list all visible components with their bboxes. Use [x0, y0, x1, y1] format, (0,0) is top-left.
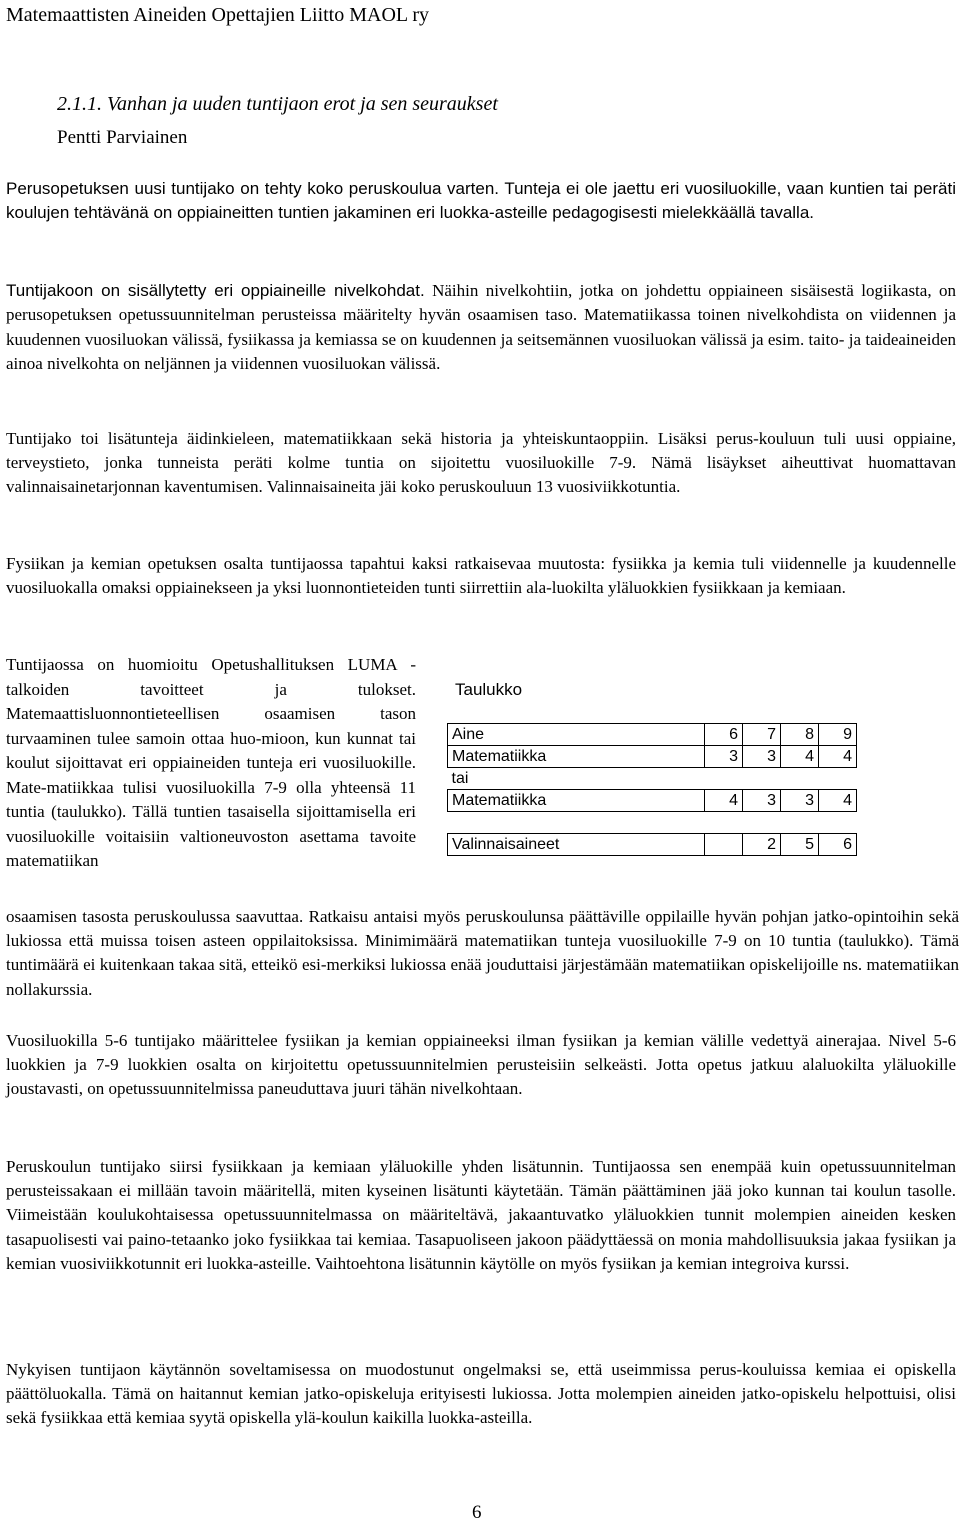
- table-cell: 3: [705, 746, 743, 768]
- table-row: [448, 746, 857, 768]
- section-title: 2.1.1. Vanhan ja uuden tuntijaon erot ja sen seuraukset: [57, 93, 498, 115]
- table-header-row: [448, 724, 857, 746]
- paragraph-4: Fysiikan ja kemian opetuksen osalta tuntijaossa tapahtui kaksi ratkaisevaa muutosta: fysiikka ja kemia tuli viidennelle ja kuudennelle vuosiluokalla omaksi oppiainekseen ja yksi luonnontieteiden tunti siirrettiin ala-luokilta yläluokkien fysiikkaan ja kemiaan.: [6, 554, 956, 598]
- data-table: [447, 723, 857, 856]
- page-number: 6: [472, 1502, 482, 1523]
- table-cell: 3: [781, 790, 819, 812]
- table-row-label: Matematiikka: [448, 746, 705, 768]
- paragraph-2: [6, 279, 956, 377]
- paragraph-3: Tuntijako toi lisätunteja äidinkieleen, matematiikkaan sekä historia ja yhteiskuntaoppiin. Lisäksi perus-kouluun tuli uusi oppiaine, terveystieto, jonka tunneista peräti kolme tuntia on sijoitettu vuosiluokille 7-9. Nämä lisäykset aiheuttivat huomattavan valinnaisainetarjonnan kaventumisen. Valinnaisaineita jäi koko peruskouluun 13 vuosiviikkotuntia.: [6, 429, 956, 497]
- table-cell: 2: [743, 834, 781, 856]
- author-name: Pentti Parviainen: [57, 127, 188, 148]
- table-row-between: [448, 768, 857, 790]
- table-row-label: Matematiikka: [448, 790, 705, 812]
- table-header-col: 7: [743, 724, 781, 746]
- paragraph-2-text: Näihin nivelkohtiin, jotka on johdettu oppiaineen sisäisestä logiikasta, on perusopetuksen opetussuunnitelman perusteissa määritelty hyvän osaamisen taso. Matematiikassa toinen nivelkohdista on viidennen ja kuudennen vuosiluokan välissä, fysiikassa ja kemiassa se on kuudennen ja seitsemännen vuosiluokan välissä ja esim. taito- ja taideaineiden ainoa nivelkohta on neljännen ja viidennen vuosiluokan välissä.: [6, 281, 956, 374]
- table-cell: 4: [705, 790, 743, 812]
- table-row: [448, 790, 857, 812]
- table-cell: 4: [781, 746, 819, 768]
- table-cell: 3: [743, 790, 781, 812]
- table-between-text: tai: [451, 769, 469, 787]
- table-cell: 5: [781, 834, 819, 856]
- table-cell: 6: [819, 834, 857, 856]
- paragraph-9: Nykyisen tuntijaon käytännön soveltamisessa on muodostunut ongelmaksi se, että useimmissa perus-kouluissa kemiaa ei opiskella päättöluokalla. Tämä on haitannut kemian jatko-opiskeluja erityisesti lukiossa. Jotta molempien aineiden jatko-opiskelu helpottuisi, olisi sekä fysiikkaa että kemiaa syytä opiskella ylä-koulun kaikilla luokka-asteilla.: [6, 1360, 956, 1428]
- table-title: Taulukko: [455, 680, 523, 699]
- paragraph-1-text: Perusopetuksen uusi tuntijako on tehty koko peruskoulua varten. Tunteja ei ole jaettu eri vuosiluokille, vaan kuntien tai peräti koulujen tehtävänä on oppiaineitten tuntien jakaminen eri luokka-asteille pedagogisesti mielekkäällä tavalla.: [6, 179, 956, 223]
- table-header-col: 6: [705, 724, 743, 746]
- table-cell: 4: [819, 790, 857, 812]
- table-header-col: 9: [819, 724, 857, 746]
- table-spacer-row: [448, 812, 857, 834]
- table-cell: 4: [819, 746, 857, 768]
- table-row-label: Valinnaisaineet: [448, 834, 705, 856]
- paragraph-7: Vuosiluokilla 5-6 tuntijako määrittelee fysiikan ja kemian oppiaineeksi ilman fysiikan ja kemian välille vedettyä ainerajaa. Nivel 5-6 luokkien ja 7-9 luokkien osalta on kirjoitettu opetussuunnitelmien perusteisiin selkeästi. Jotta opetus jatkuu alaluokilta yläluokille joustavasti, on opetussuunnitelmissa paneuduttava juuri tähän nivelkohtaan.: [6, 1031, 956, 1099]
- paragraph-6: osaamisen tasosta peruskoulussa saavuttaa. Ratkaisu antaisi myös peruskoulunsa päättäville oppilaille hyvän pohjan jatko-opintoihin sekä lukiossa että muissa toisen asteen oppilaitoksissa. Minimimäärä matematiikan tunteja vuosiluokille 7-9 on 10 tuntia (taulukko). Tämä tuntimäärä ei kuitenkaan takaa sitä, etteikö esi-merkiksi lukiossa enää jouduttaisi järjestämään matematiikan opiskelijoille ns. matematiikan nollakurssia.: [6, 907, 959, 999]
- table-header-label: Aine: [448, 724, 705, 746]
- table-cell: 3: [743, 746, 781, 768]
- paragraph-5: Tuntijaossa on huomioitu Opetushallituksen LUMA -talkoiden tavoitteet ja tulokset. Matemaattisluonnontieteellisen osaamisen tason turvaaminen tulee samoin ottaa huo-mioon, kun kunnat tai koulut sijoittavat eri oppiaineiden tunteja eri vuosiluokille. Mate-matiikkaa tulisi vuosiluokilla 7-9 olla yhteensä 11 tuntia (taulukko). Tällä tuntien tasaisella sijoittamisella eri vuosiluokille voitaisiin valtioneuvoston asettama tavoite matematiikan: [6, 655, 416, 870]
- table-header-col: 8: [781, 724, 819, 746]
- table-cell: [705, 834, 743, 856]
- page-header: Matemaattisten Aineiden Opettajien Liitto MAOL ry: [6, 4, 430, 26]
- table-row: [448, 834, 857, 856]
- paragraph-8: Peruskoulun tuntijako siirsi fysiikkaan ja kemiaan yläluokille yhden lisätunnin. Tuntijaossa sen enempää kuin opetussuunnitelman perusteissakaan ei millään tavoin määritellä, miten kyseinen lisätunti käytetään. Tämän päättäminen jää joko kunnan tai koulun tasolle. Viimeistään koulukohtaisessa opetussuunnitelmassa on määriteltävä, jakaantuvatko yläluokkien tunnit molempien aineiden kesken tasapuolisesti vai paino-tetaanko joko fysiikkaa tai kemiaa. Tasapuoliseen jakoon päädyttäessä on monia mahdollisuuksia jakaa fysiikan ja kemian vuosiviikkotunnit eri luokka-asteille. Vaihtoehtona lisätunnin käytölle on myös fysiikan ja kemian integroiva kurssi.: [6, 1157, 956, 1273]
- paragraph-1: [6, 177, 956, 225]
- paragraph-2-lead: Tuntijakoon on sisällytetty eri oppiaineille nivelkohdat.: [6, 281, 425, 300]
